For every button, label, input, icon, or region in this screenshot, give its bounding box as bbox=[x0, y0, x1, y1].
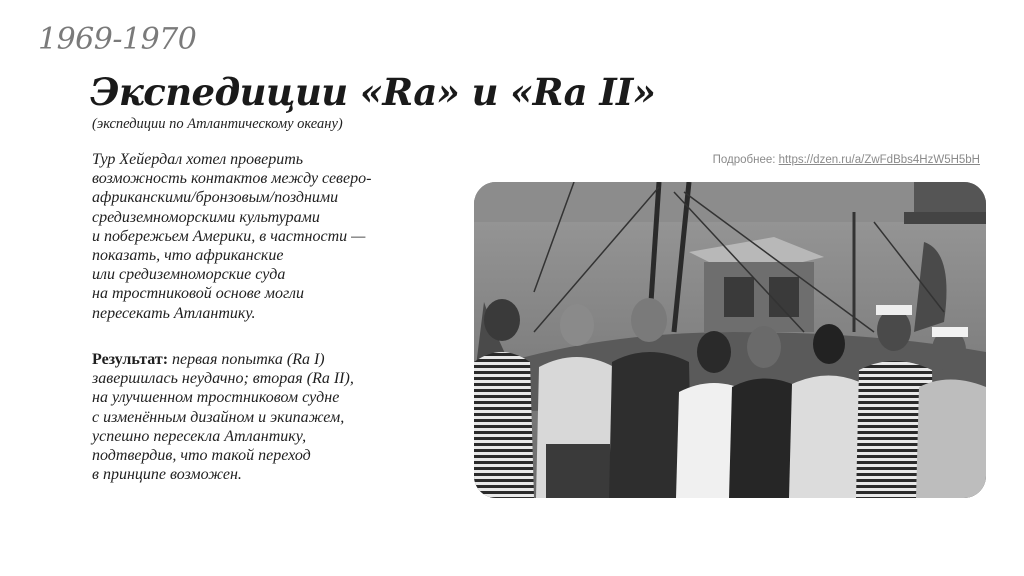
result-text bbox=[92, 350, 442, 484]
description-line: или средиземноморские суда bbox=[92, 266, 286, 284]
result-line: подтвердив, что такой переход bbox=[92, 447, 311, 465]
result-line: на улучшенном тростниковом судне bbox=[92, 389, 340, 407]
result-first-line bbox=[92, 350, 442, 369]
crew-photo-icon bbox=[474, 182, 986, 498]
description-line: на тростниковой основе могли bbox=[92, 285, 304, 303]
description-line: Тур Хейердал хотел проверить bbox=[92, 151, 304, 168]
description-line: показать, что африканские bbox=[92, 247, 284, 265]
slide-title: Экспедиции «Ra» и «Ra II» bbox=[90, 70, 656, 114]
slide-subtitle: (экспедиции по Атлантическому океану) bbox=[92, 116, 343, 132]
result-line: завершилась неудачно; вторая (Ra II), bbox=[92, 370, 354, 388]
result-line: с изменённым дизайном и экипажем, bbox=[92, 408, 345, 426]
more-label: Подробнее: bbox=[712, 154, 779, 166]
more-info bbox=[713, 154, 980, 166]
result-line: в принципе возможен. bbox=[92, 466, 242, 484]
description-line: возможность контактов между северо- bbox=[92, 170, 372, 188]
crew-photo bbox=[474, 182, 986, 498]
description-line: пересекать Атлантику. bbox=[92, 304, 256, 322]
result-first-text: первая попытка (Ra I) bbox=[168, 351, 325, 368]
description-line: средиземноморскими культурами bbox=[92, 208, 320, 226]
result-line: успешно пересекла Атлантику, bbox=[92, 427, 307, 445]
more-link[interactable]: https://dzen.ru/a/ZwFdBbs4HzW5H5bH bbox=[778, 154, 980, 166]
description-text bbox=[92, 150, 442, 323]
years-label: 1969-1970 bbox=[38, 22, 197, 57]
description-line: и побережьем Америки, в частности — bbox=[92, 227, 366, 245]
result-label: Результат: bbox=[92, 351, 169, 368]
description-line: африканскими/бронзовым/поздними bbox=[92, 189, 339, 207]
